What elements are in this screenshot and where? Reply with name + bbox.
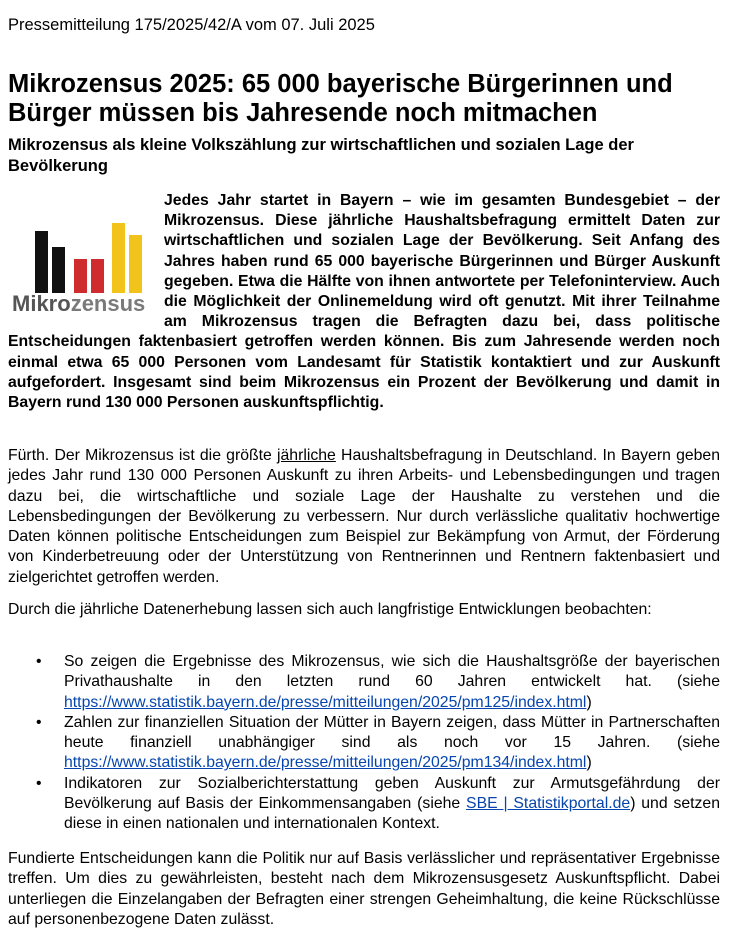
- statistikportal-link[interactable]: SBE | Statistikportal.de: [466, 795, 631, 813]
- body-paragraph-2: Durch die jährliche Datenerhebung lassen sich auch langfristige Entwicklungen beobachten:: [8, 601, 652, 618]
- body-paragraph-1: Fürth. Der Mikrozensus ist die größte jährliche Haushaltsbefragung in Deutschland. In Bayern geben jedes Jahr rund 130 000 Personen Auskunft zu ihren Arbeits- und Lebensbedingungen und tragen dazu bei, die wirtschaftliche und soziale Lage der Haushalte zu verstehen und die Lebensbedingungen der Bevölkerung zu verbessern. Nur durch verlässliche qualitativ hochwertige Daten können politische Entscheidungen zum Beispiel zur Bekämpfung von Armut, der Förderung von Kinderbetreuung oder der Unterstützung von Rentnerinnen und Rentnern faktenbasiert und zielgerichtet getroffen werden.: [8, 447, 720, 586]
- logo-bar-icon: [91, 259, 104, 293]
- logo-bar-icon: [112, 223, 125, 293]
- bullet-list: [8, 652, 720, 835]
- pm125-link[interactable]: https://www.statistik.bayern.de/presse/mitteilungen/2025/pm125/index.html: [64, 693, 587, 711]
- lead-paragraph: [8, 191, 720, 413]
- bullet-icon: •: [36, 653, 42, 670]
- logo-bar-icon: [52, 247, 65, 293]
- bullet-icon: •: [36, 713, 42, 731]
- lead-text: Jedes Jahr startet in Bayern – wie im gesamten Bundesgebiet – der Mikrozensus. Diese jährliche Haushaltsbefragung ermittelt Daten zur wirtschaftlichen und sozialen Lage der Bevölkerung. Seit Anfang des Jahres haben rund 65 000 bayerische Bürgerinnen und Bürger Auskunft gegeben. Etwa die Hälfte von ihnen antwortete per Telefoninterview. Auch die Möglichkeit der Onlinemeldung wird oft genutzt. Mit ihrer Teilnahme am Mikrozensus tragen die Befragten dazu bei, dass politische Entscheidungen faktenbasiert getroffen werden können. Bis zum Jahresende werden noch einmal etwa 65 000 Personen vom Landesamt für Statistik kontaktiert und zur Auskunft aufgefordert. Insgesamt sind beim Mikrozensus ein Prozent der Bevölkerung und damit in Bayern rund 130 000 Personen auskunftspflichtig.: [8, 192, 720, 412]
- press-release-header: Pressemitteilung 175/2025/42/A vom 07. Juli 2025: [8, 16, 375, 34]
- list-item: • So zeigen die Ergebnisse des Mikrozensus, wie sich die Haushaltsgröße der bayerischen Privathaushalte in den letzten rund 60 Jahren entwickelt hat. (siehe https://www.statistik.bayern.de/presse/mitteilungen/2025/pm125/index.html): [36, 653, 720, 711]
- logo-wordmark: Mikrozensus: [12, 291, 146, 316]
- page-title: Mikrozensus 2025: 65 000 bayerische Bürgerinnen und Bürger müssen bis Jahresende noch mitmachen: [8, 70, 673, 127]
- pm134-link[interactable]: https://www.statistik.bayern.de/presse/mitteilungen/2025/pm134/index.html: [64, 754, 587, 772]
- logo-bar-icon: [35, 231, 48, 293]
- list-item: • Indikatoren zur Sozialberichterstattung geben Auskunft zur Armutsgefährdung der Bevölkerung auf Basis der Einkommensangaben (siehe SBE | Statistikportal.de) und setzen diese in einen nationalen und internationalen Kontext.: [36, 774, 720, 833]
- logo-bar-icon: [74, 259, 87, 293]
- bullet-icon: •: [36, 774, 42, 792]
- page-subtitle: Mikrozensus als kleine Volkszählung zur wirtschaftlichen und sozialen Lage der Bevölkerung: [8, 136, 634, 175]
- body-paragraph-3: Fundierte Entscheidungen kann die Politik nur auf Basis verlässlicher und repräsentativer Ergebnisse treffen. Um dies zu gewährleisten, besteht nach dem Mikrozensusgesetz Auskunftspflicht. Dabei unterliegen die Einzelangaben der Befragten einer strengen Geheimhaltung, die keine Rückschlüsse auf personenbezogene Daten zulässt.: [8, 850, 720, 928]
- mikrozensus-logo: [8, 191, 154, 331]
- logo-bar-icon: [129, 235, 142, 293]
- list-item: • Zahlen zur finanziellen Situation der Mütter in Bayern zeigen, dass Mütter in Partnerschaften heute finanziell unabhängiger sind als noch vor 15 Jahren. (siehe https://www.statistik.bayern.de/presse/mitteilungen/2025/pm134/index.html): [36, 713, 720, 772]
